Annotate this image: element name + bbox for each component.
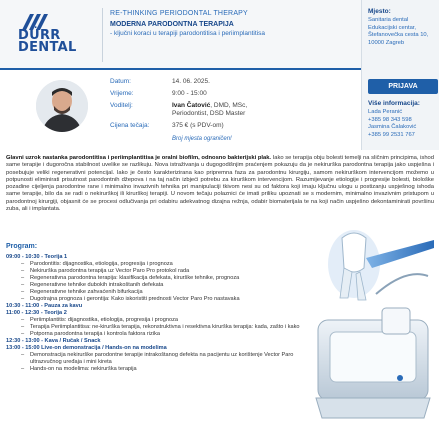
schedule-slot: 11:00 - 12:30 - Teorija 2 <box>6 310 67 316</box>
course-title: MODERNA PARODONTNA TERAPIJA <box>110 21 234 28</box>
location-line: Sanitaria dental <box>368 17 409 24</box>
person-portrait <box>36 80 88 132</box>
header-text <box>110 10 358 37</box>
program-title: Program: <box>6 243 38 250</box>
intro-paragraph <box>6 155 434 213</box>
contact-phone[interactable]: +385 98 343 598 <box>368 116 412 123</box>
time-value: 9:00 - 15:00 <box>172 90 207 97</box>
location-heading: Mjesto: <box>368 8 391 15</box>
header-divider <box>102 8 103 62</box>
location-line: 10000 Zagreb <box>368 39 405 46</box>
schedule-item: – Demonstracija nekirurške parodontne terapije intrakoštanog defekta na pacijentu uz korištenje Vector Paro ultrazvučnog uređaja i mini kireta <box>6 352 302 366</box>
contact-heading: Više informacija: <box>368 100 420 107</box>
schedule-item: – Regenerativne tehnike dubokih intrakoštanih defekata <box>6 282 302 289</box>
schedule-item: – Potporna parodontna terapija i kontrola faktora rizika <box>6 331 302 338</box>
header <box>0 0 361 70</box>
schedule-slot: 13:00 - 15:00 Live-on demonstracija / Hands-on na modelima <box>6 345 167 351</box>
schedule-slot: 10:30 - 11:00 - Pauza za kavu <box>6 303 83 309</box>
brand-logo <box>14 12 100 56</box>
schedule-item: – Periimplantitis: dijagnostika, etiologija, progresija i prognoza <box>6 317 302 324</box>
brand-logo-text: DÜRR DENTAL <box>18 28 77 55</box>
schedule-slot: 09:00 - 10:30 - Teorija 1 <box>6 254 68 260</box>
contact-phone[interactable]: +385 99 2531 767 <box>368 131 415 138</box>
sidebar <box>361 0 439 150</box>
course-subtitle: - ključni koraci u terapiji parodontitisa i periimplantitisa <box>110 30 265 37</box>
schedule-slot: 12:30 - 13:00 - Kava / Ručak / Snack <box>6 338 101 344</box>
intro-body: Iako se terapija obju bolesti temelji na sličnim principima, ishod same terapije i dugoročna stabilnost uvelike se razlikuju. Nova istraživanja u dugogodišnjim praćenjem pokazuju da je nekirurška parodontna terapija jako uspješna i posebujuje veliki regenerativni potencijal. Iako je često karakterizirana kao pripremna faza za parodontnu kirurgiju, samom nekirurškom intervencijom možemo u potpunosti eliminirati prisutnost parodontnih džepova i na taj način izbjeći potrebu za kirurškom intervencijom. Razumijevanje etiologije i progresije bolesti, biološke pozadine cijeljenja parodontne rane i minimalno invazivnih tehnika pri manipulaciji tkivom nesi su od faktora koji imaju ključnu ulogu u postizanju uspješnog ishoda same terapije, bilo da se radi o nekirurškoj ili kirurškoj terapiji. U novom tečaju polaznici će imati priliku upoznati se s modernim, minimalno invazivnim pristupom u parodontnoj kirurgiji, objasnit će se procesi odlučivanja pri odabiru adekvatnog dizajna režnja, odabir biomaterijala te na koji način uspješno dekontaminirati površinu zuba, ali i implantata. <box>6 155 434 213</box>
limited-seats-note: Broj mjesta ograničen! <box>172 136 232 142</box>
lead-label: Voditelj: <box>110 102 133 109</box>
schedule-item: – Hands-on na modelima: nekirurška terapija <box>6 366 302 373</box>
lecturer-portrait <box>36 80 88 132</box>
dental-device-illustration <box>296 228 436 438</box>
schedule-item: – Dugotrajna prognoza i gerontija: Kako iskoristiti prednosti Vector Paro Pro nastavaka <box>6 296 302 303</box>
schedule-item: – Nekirurška parodontna terapija uz Vector Paro Pro protokol rada <box>6 268 302 275</box>
location-section <box>368 8 438 47</box>
program-schedule <box>6 254 302 373</box>
lead-title-2: Periodontist, DSD Master <box>172 110 246 117</box>
date-label: Datum: <box>110 78 131 85</box>
price-label: Cijena tečaja: <box>110 122 150 129</box>
schedule-item: – Regenerativne tehnike zahvaćenih bifurkacija <box>6 289 302 296</box>
lead-value <box>172 102 247 118</box>
header-eyebrow: RE-THINKING PERIODONTAL THERAPY <box>110 10 248 17</box>
price-value: 375 € (s PDV-om) <box>172 122 224 129</box>
schedule-item: – Regenerativna parodontna terapija: klasifikacija defekata, kirurške tehnike, prognoza <box>6 275 302 282</box>
contact-section <box>368 100 438 139</box>
schedule-item: – Terapija Periimplantitisa: ne-kirurška terapija, rekonstruktivna i resektivna kirurška terapija: kada, zašto i kako <box>6 324 302 331</box>
lead-name: Ivan Čatović <box>172 102 211 109</box>
contact-name: Lada Peranić <box>368 109 403 116</box>
time-label: Vrijeme: <box>110 90 134 97</box>
contact-name: Jasmina Čalaković <box>368 124 417 131</box>
schedule-item: – Parodontitis: dijagnostika, etiologija, progresija i prognoza <box>6 261 302 268</box>
date-value: 14. 06. 2025. <box>172 78 210 85</box>
register-button[interactable]: PRIJAVA <box>368 79 438 94</box>
location-line: Štefanovečka cesta 10, <box>368 32 429 39</box>
lead-title-1: , DMD, MSc, <box>210 102 248 109</box>
intro-lead: Glavni uzrok nastanka parodontitisa i periimplantitisa je oralni biofilm, odnosno bakterijski plak. <box>6 155 272 161</box>
location-line: Edukacijski centar, <box>368 24 417 31</box>
